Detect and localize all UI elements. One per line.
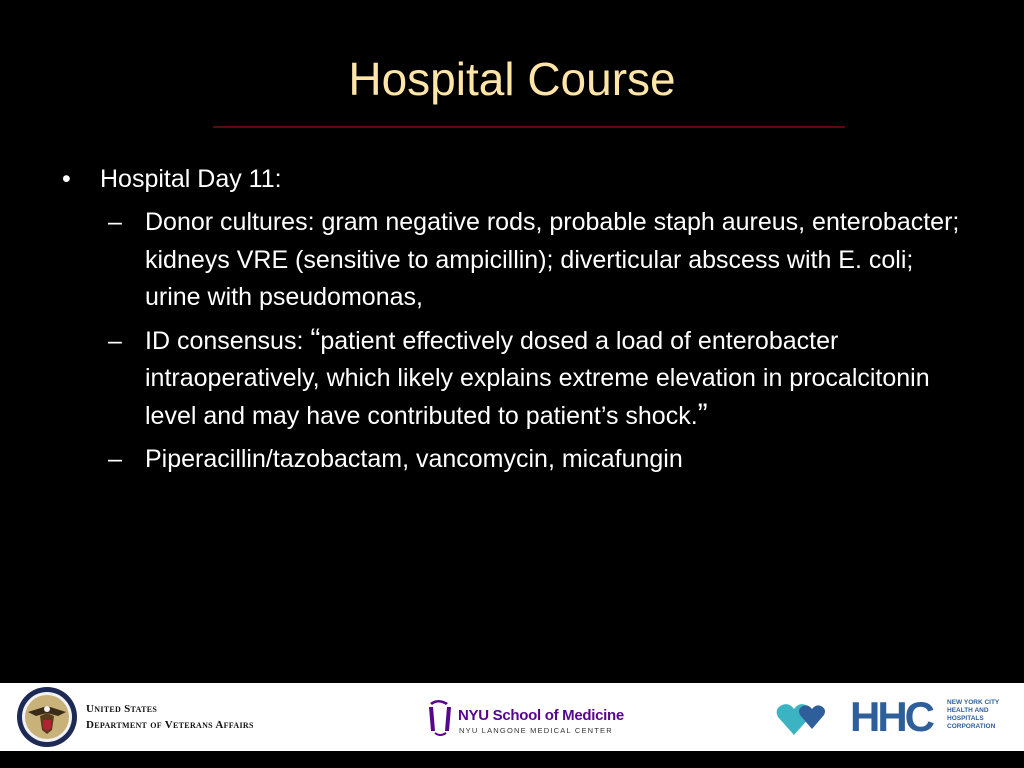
nyu-name: NYU School of Medicine (458, 707, 624, 724)
footer-bottom-bar (0, 751, 1024, 768)
footer-logo-bar (0, 683, 1024, 751)
nyu-subtitle: NYU LANGONE MEDICAL CENTER (459, 726, 613, 735)
va-name (86, 701, 254, 733)
subbullet-id-consensus (108, 323, 962, 436)
dash-mark: – (108, 326, 122, 355)
subbullet-donor-cultures (108, 204, 962, 317)
subbullet-prefix: ID consensus: (145, 326, 311, 355)
bullet-hospital-day (62, 160, 962, 198)
hhc-name: NEW YORK CITY HEALTH AND HOSPITALS CORPORATION (947, 699, 1000, 730)
va-seal-icon (16, 686, 78, 748)
va-line-1: United States (86, 703, 158, 715)
bullet-mark: • (62, 165, 71, 193)
dash-mark: – (108, 208, 122, 236)
hhc-logo-mark: HHC (850, 693, 932, 740)
subbullet-text: Donor cultures: gram negative rods, probable staph aureus, enterobacter; kidneys VRE (sensitive to ampicillin); diverticular abscess with E. coli; urine with pseudomonas, (145, 208, 960, 311)
hhc-hearts-icon (774, 695, 834, 739)
open-quote: “ (310, 322, 321, 356)
close-quote: ” (697, 397, 708, 431)
slide-content (62, 160, 962, 479)
title-divider (213, 126, 845, 128)
dash-mark: – (108, 445, 122, 473)
subbullet-quote-text: patient effectively dosed a load of enterobacter intraoperatively, which likely explains extreme elevation in procalcitonin level and may have contributed to patient’s shock. (145, 326, 930, 430)
va-line-2: Department of Veterans Affairs (86, 719, 254, 731)
subbullet-text: Piperacillin/tazobactam, vancomycin, micafungin (145, 445, 683, 473)
subbullet-antibiotics (108, 441, 962, 479)
bullet-text: Hospital Day 11: (100, 165, 282, 193)
slide-title: Hospital Course (348, 53, 676, 105)
